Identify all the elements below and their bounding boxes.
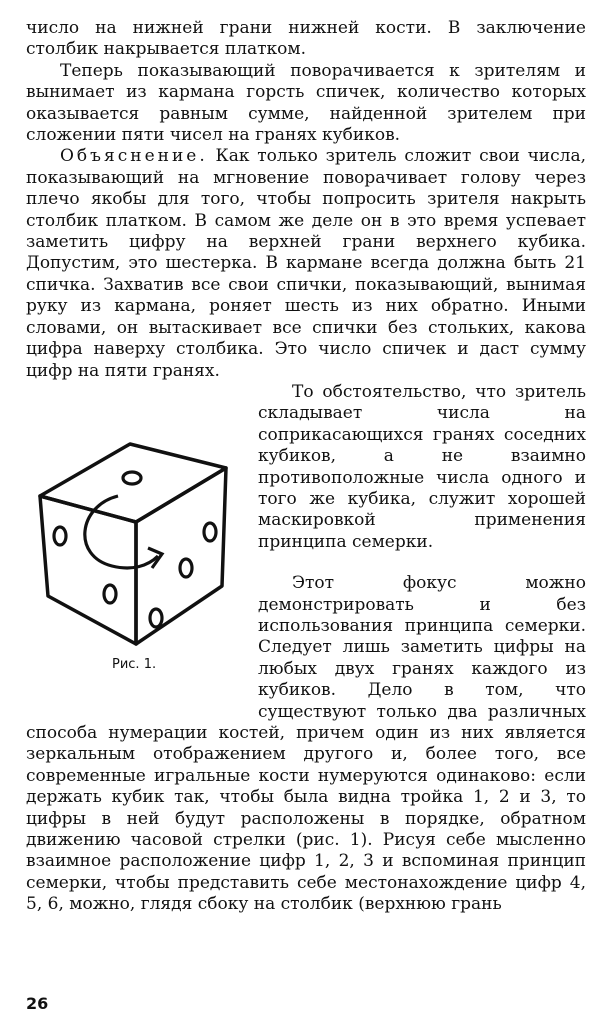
figure-caption: Рис. 1. (112, 656, 157, 672)
pip-left-2 (104, 585, 116, 603)
pip-right-3 (150, 609, 162, 627)
paragraph-matches: Теперь показывающий поворачивается к зрителям и вынимает из кармана горсть спичек, количество которых оказывается равным сумме, найденной зрителем при сложении пяти чисел на гранях кубиков. (26, 60, 586, 146)
page-text (26, 18, 586, 916)
pip-right-1 (204, 523, 216, 541)
explanation-body: Как только зритель сложит свои числа, показывающий на мгновение поворачивает голову через плечо якобы для того, чтобы попросить зрителя накрыть столбик платком. В самом же деле он в это время успевает заметить цифру на верхней грани верхнего кубика. Допустим, это шестерка. В кармане всегда должна быть 21 спичка. Захватив все свои спички, показывающий, вынимая руку из кармана, роняет шесть из них обратно. Иными словами, он вытаскивает все спички без стольких, какова цифра наверху столбика. Это число спичек и даст сумму цифр на пяти гранях. (26, 146, 586, 381)
explanation-lead: Объяснение. (60, 146, 208, 167)
page-number: 26 (26, 994, 49, 1013)
paragraph-continuation: число на нижней грани нижней кости. В заключение столбик накрывается платком. (26, 18, 586, 60)
figure-die (22, 384, 248, 716)
die-drawing (28, 426, 238, 646)
paragraph-circumstance: То обстоятельство, что зритель складывает числа на соприкасающихся гранях соседних кубиков, а не взаимно противоположные числа одного и того же кубика, служит хорошей маскировкой применения принципа семерки. (258, 381, 586, 552)
pip-top (123, 472, 141, 484)
pip-left-1 (54, 527, 66, 545)
paragraph-trick: Этот фокус можно демонстрировать и без использования принципа семерки. Следует лишь заметить цифры на любых двух гранях каждого из кубиков. Дело в том, что существуют только два различных способа нумерации костей, причем один из них является зеркальным отображением другого и, более того, все современные игральные кости нумеруются одинаково: если держать кубик так, чтобы была видна тройка 1, 2 и 3, то цифры в ней будут расположены в порядке, обратном движению часовой стрелки (рис. 1). Рисуя себе мысленно взаимное расположение цифр 1, 2, 3 и вспоминая принцип семерки, чтобы представить себе местонахождение цифр 4, 5, 6, можно, глядя сбоку на столбик (верхнюю грань (26, 573, 586, 915)
pip-right-2 (180, 559, 192, 577)
rotation-arrow-curve (85, 496, 158, 568)
paragraph-explanation (26, 146, 586, 381)
